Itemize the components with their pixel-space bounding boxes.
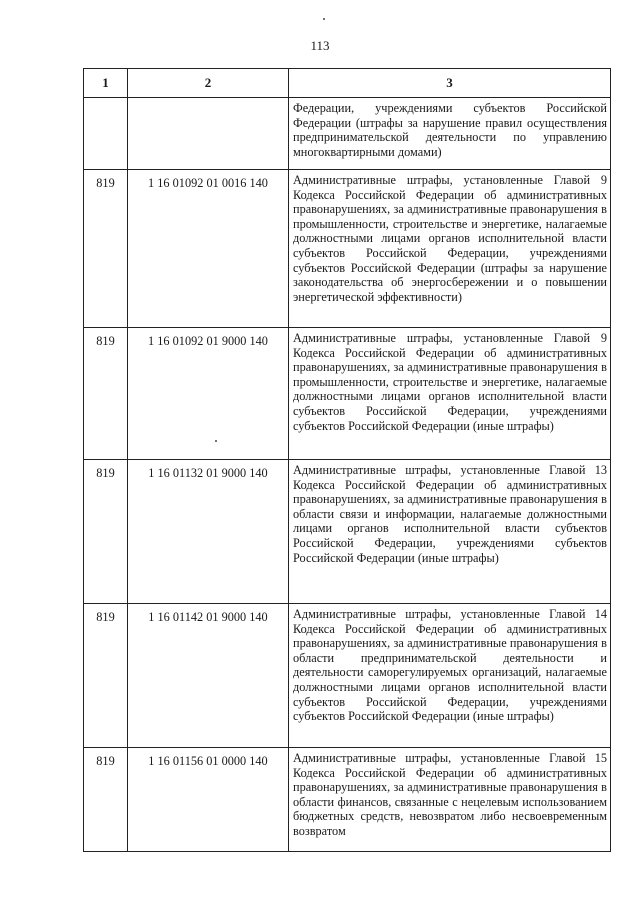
description-cell: Федерации, учреждениями субъектов Российской Федерации (штрафы за нарушение правил осуществления предпринимательской деятельности по управлению многоквартирными домами) (289, 98, 611, 170)
column-header-1: 1 (84, 69, 128, 98)
scan-speck (323, 18, 325, 20)
table-row (84, 98, 611, 170)
admin-code-cell: 819 (84, 460, 128, 604)
table-row (84, 170, 611, 328)
column-header-2: 2 (128, 69, 289, 98)
table-row (84, 748, 611, 852)
column-header-3: 3 (289, 69, 611, 98)
description-cell: Административные штрафы, установленные Главой 13 Кодекса Российской Федерации об административных правонарушениях, за административные правонарушения в области связи и информации, налагаемые должностными лицами органов исполнительной власти субъектов Российской Федерации, учреждениями субъектов Российской Федерации (иные штрафы) (289, 460, 611, 604)
admin-code-cell: 819 (84, 748, 128, 852)
admin-code-cell: 819 (84, 604, 128, 748)
admin-code-cell (84, 98, 128, 170)
description-cell: Административные штрафы, установленные Главой 9 Кодекса Российской Федерации об административных правонарушениях, за административные правонарушения в промышленности, строительстве и энергетике, налагаемые должностными лицами органов исполнительной власти субъектов Российской Федерации, учреждениями субъектов Российской Федерации (штрафы за нарушение законодательства об энергосбережении и о повышении энергетической эффективности) (289, 170, 611, 328)
table-row (84, 328, 611, 460)
budget-code-table (83, 68, 611, 852)
table-header-row (84, 69, 611, 98)
budget-code-cell: 1 16 01132 01 9000 140 (128, 460, 289, 604)
admin-code-cell: 819 (84, 328, 128, 460)
description-cell: Административные штрафы, установленные Главой 9 Кодекса Российской Федерации об административных правонарушениях, за административные правонарушения в промышленности, строительстве и энергетике, налагаемые должностными лицами органов исполнительной власти субъектов Российской Федерации, учреждениями субъектов Российской Федерации (иные штрафы) (289, 328, 611, 460)
budget-code-cell: 1 16 01092 01 9000 140 (128, 328, 289, 460)
table-row (84, 604, 611, 748)
table-row (84, 460, 611, 604)
budget-code-cell: 1 16 01142 01 9000 140 (128, 604, 289, 748)
description-cell: Административные штрафы, установленные Главой 15 Кодекса Российской Федерации об административных правонарушениях, за административные правонарушения в области финансов, связанные с нецелевым использованием бюджетных средств, невозвратом либо несвоевременным возвратом (289, 748, 611, 852)
budget-code-cell (128, 98, 289, 170)
admin-code-cell: 819 (84, 170, 128, 328)
page-number: 113 (310, 38, 330, 53)
budget-code-cell: 1 16 01092 01 0016 140 (128, 170, 289, 328)
budget-code-cell: 1 16 01156 01 0000 140 (128, 748, 289, 852)
description-cell: Административные штрафы, установленные Главой 14 Кодекса Российской Федерации об административных правонарушениях, за административные правонарушения в области предпринимательской деятельности и деятельности саморегулируемых организаций, налагаемые должностными лицами органов исполнительной власти субъектов Российской Федерации, учреждениями субъектов Российской Федерации (иные штрафы) (289, 604, 611, 748)
